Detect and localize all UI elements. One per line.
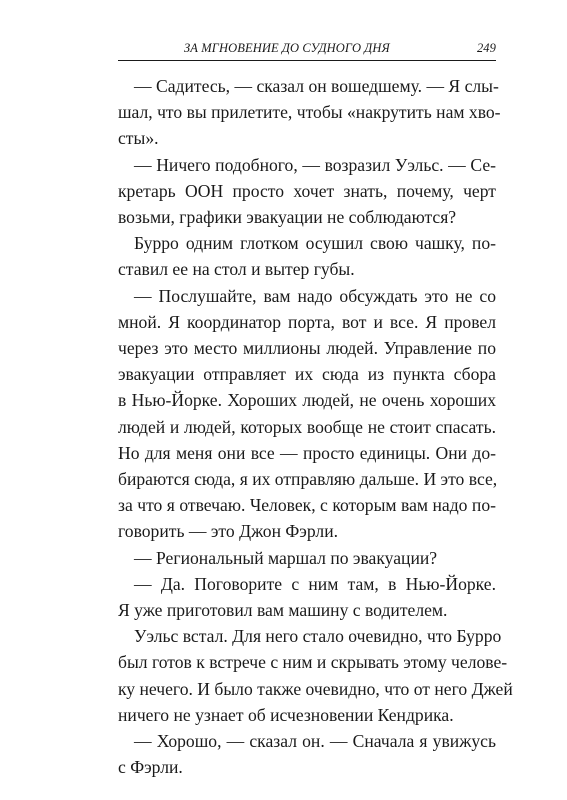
text-line: Но для меня они все — просто единицы. Они до- — [118, 442, 496, 463]
text-line: — Послушайте, вам надо обсуждать это не со — [134, 285, 496, 306]
text-line: за что я отвечаю. Человек, с которым вам надо по- — [118, 495, 496, 516]
text-line: Бурро одним глотком осушил свою чашку, по- — [134, 233, 496, 254]
text-line: мной. Я координатор порта, вот и все. Я провел — [118, 311, 496, 332]
text-line: ставил ее на стол и вытер губы. — [118, 259, 355, 280]
running-title: ЗА МГНОВЕНИЕ ДО СУДНОГО ДНЯ — [184, 41, 390, 55]
text-line: кретарь ООН просто хочет знать, почему, черт — [118, 180, 496, 201]
text-line: — Да. Поговорите с ним там, в Нью-Йорке. — [134, 573, 496, 594]
text-line: Я уже приготовил вам машину с водителем. — [118, 600, 448, 620]
text-line: шал, что вы прилетите, чтобы «накрутить нам хво- — [118, 102, 501, 123]
text-line: сты». — [118, 128, 159, 149]
text-line: людей и людей, которых вообще не стоит спасать. — [118, 416, 496, 437]
text-line: — Садитесь, — сказал он вошедшему. — Я слы- — [134, 76, 499, 96]
text-line: ку нечего. И было также очевидно, что от него Джей — [118, 678, 513, 699]
text-line: ничего не узнает об исчезновении Кендрика. — [118, 704, 454, 725]
text-line: говорить — это Джон Фэрли. — [118, 521, 339, 542]
header-rule — [118, 60, 496, 61]
text-line: — Региональный маршал по эвакуации? — [134, 547, 438, 568]
text-line: бираются сюда, я их отправляю дальше. И это все, — [118, 469, 498, 489]
text-line: Уэльс встал. Для него стало очевидно, что Бурро — [134, 626, 502, 647]
running-header — [118, 38, 496, 58]
text-line: возьми, графики эвакуации не соблюдаются? — [118, 207, 457, 227]
text-line: через это место миллионы людей. Управление по — [118, 338, 496, 358]
text-line: эвакуации отправляет их сюда из пункта сбора — [118, 364, 496, 385]
text-line: — Ничего подобного, — возразил Уэльс. — Се- — [134, 154, 496, 175]
text-line: — Хорошо, — сказал он. — Сначала я увижусь — [134, 731, 496, 751]
text-line: был готов к встрече с ним и скрывать этому челове- — [118, 652, 508, 673]
text-line: с Фэрли. — [118, 757, 183, 778]
text-line: в Нью-Йорке. Хороших людей, не очень хороших — [118, 390, 496, 411]
page-number: 249 — [476, 41, 496, 55]
